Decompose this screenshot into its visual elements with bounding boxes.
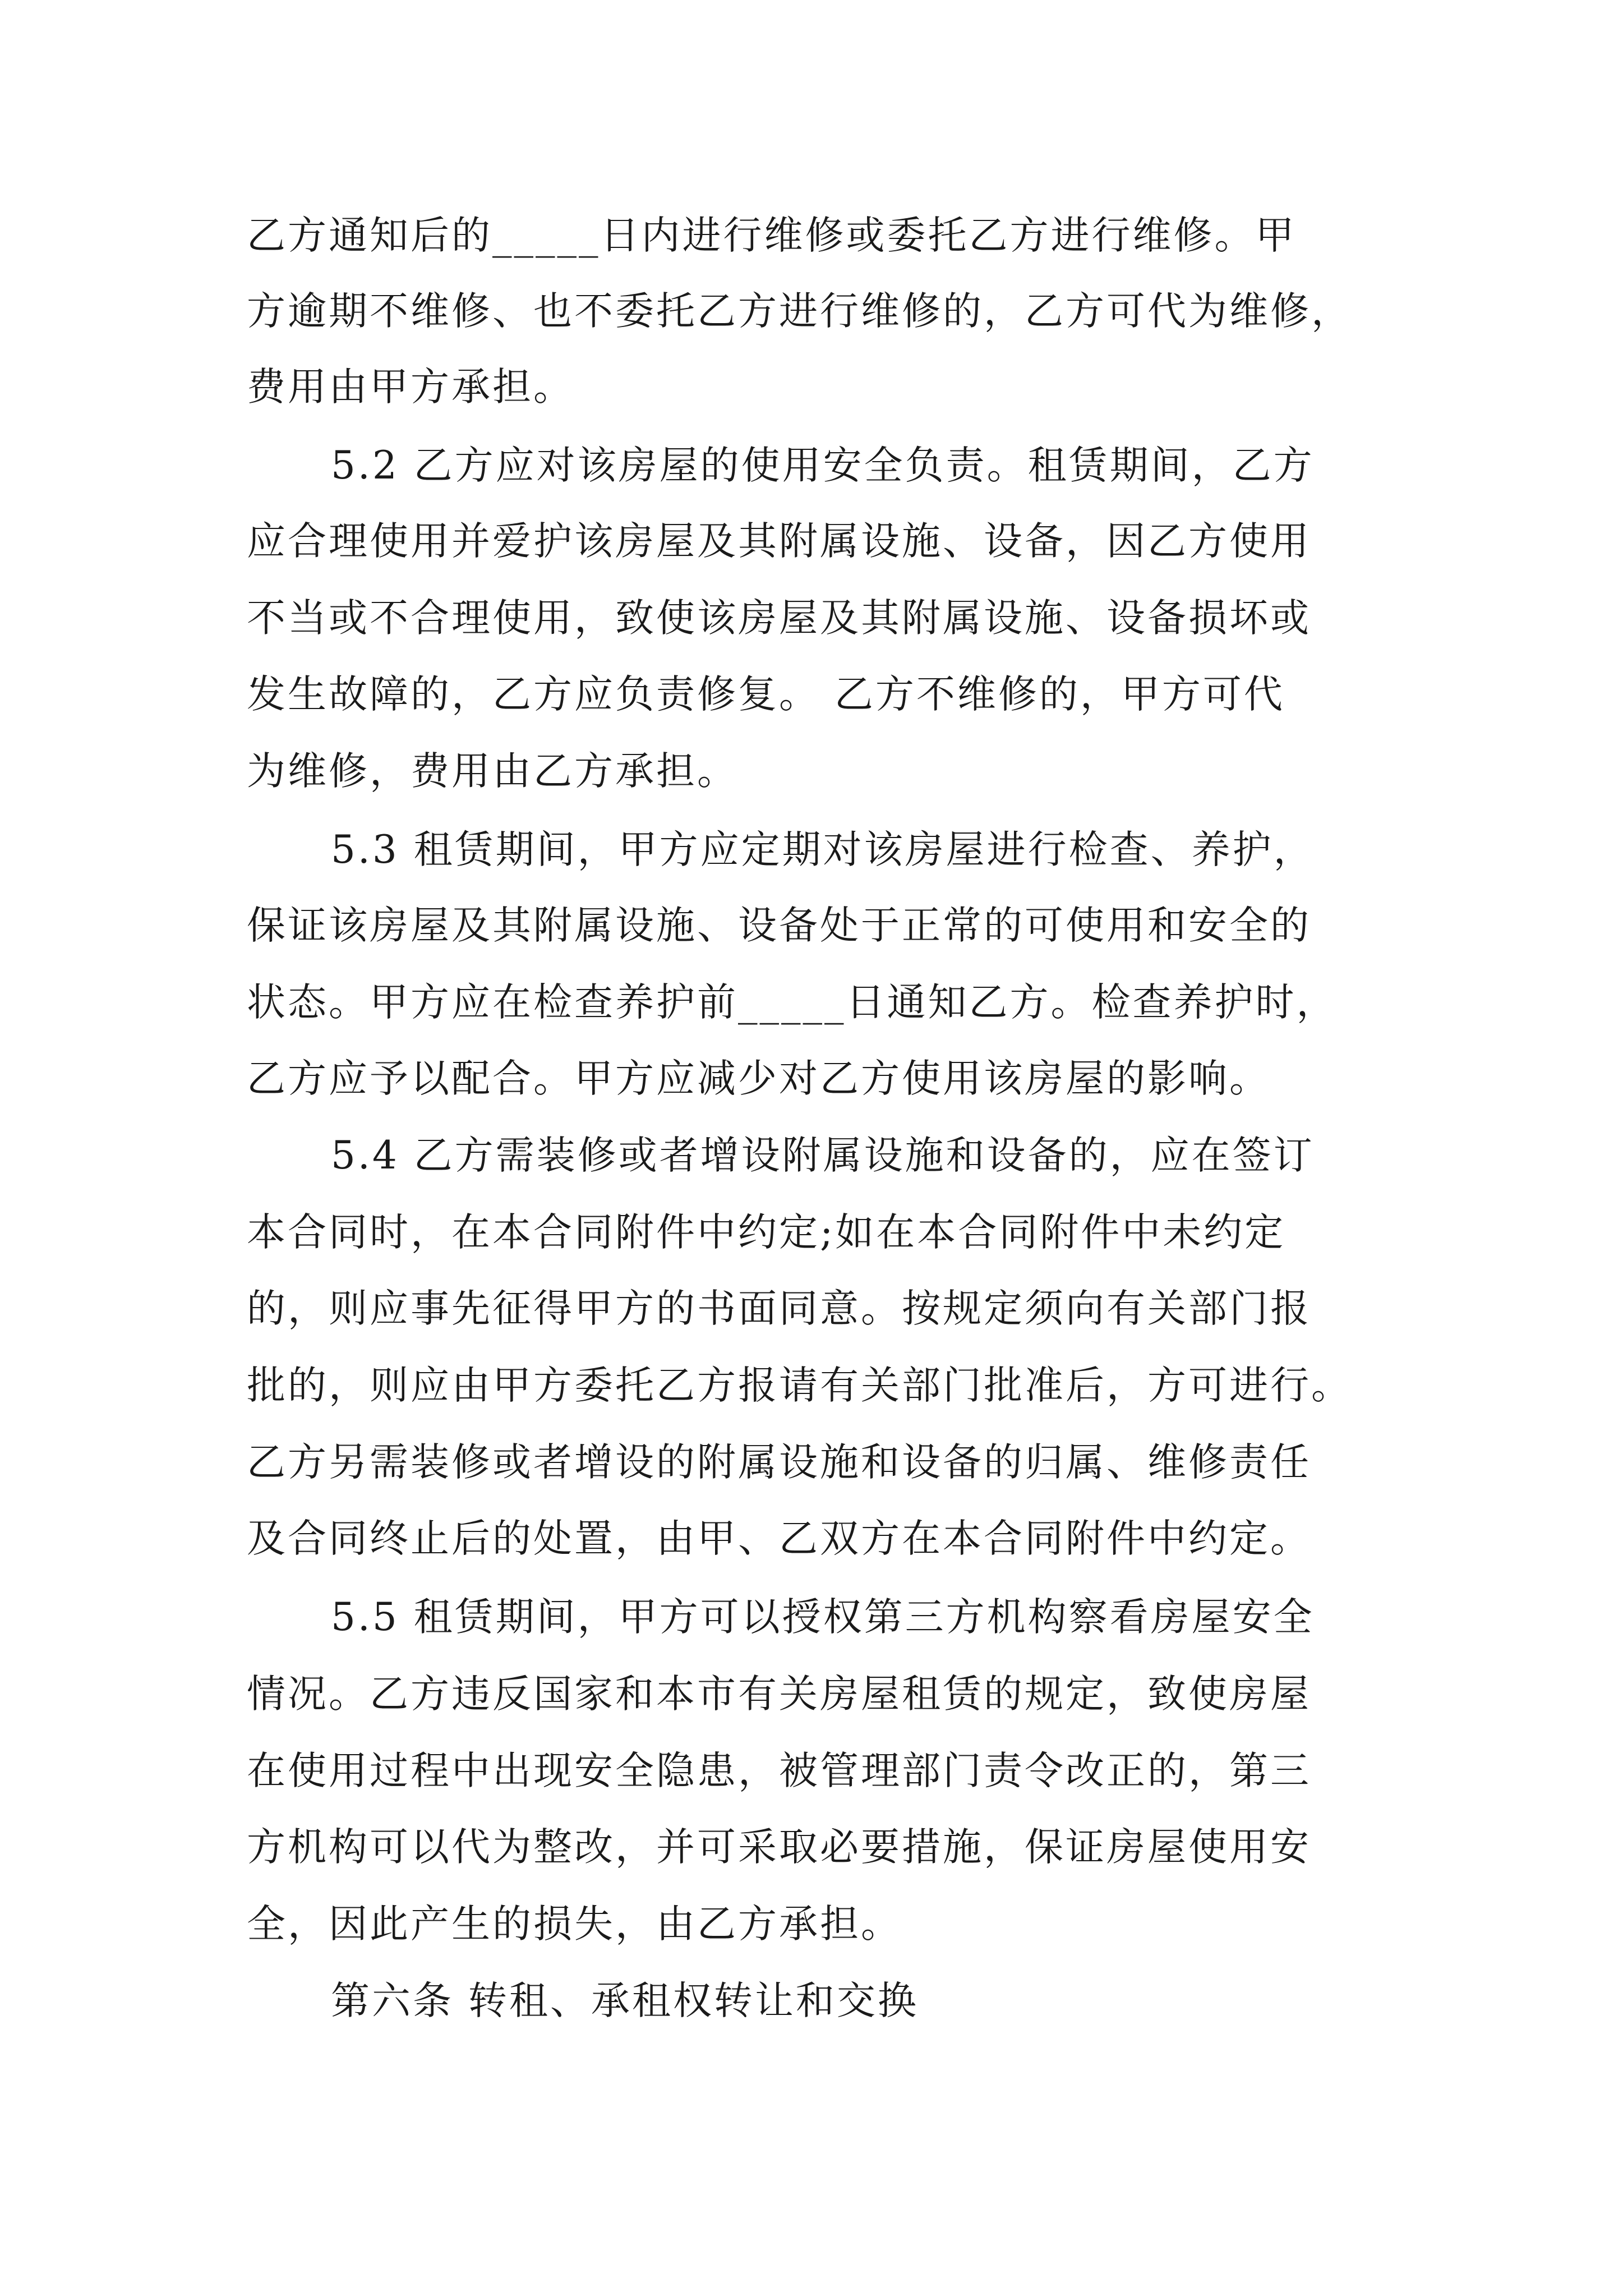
clause-5-5: 5.5 租赁期间，甲方可以授权第三方机构察看房屋安全 (331, 1595, 1315, 1640)
text-line: 方逾期不维修、也不委托乙方进行维修的，乙方可代为维修， (247, 289, 1352, 334)
text-line: 情况。乙方违反国家和本市有关房屋租赁的规定，致使房屋 (247, 1672, 1311, 1717)
text-line: 乙方通知后的_____日内进行维修或委托乙方进行维修。甲 (247, 213, 1297, 258)
text-line: 状态。甲方应在检查养护前_____日通知乙方。检查养护时， (247, 980, 1338, 1025)
text-line: 保证该房屋及其附属设施、设备处于正常的可使用和安全的 (247, 903, 1311, 948)
clause-5-4: 5.4 乙方需装修或者增设附属设施和设备的，应在签订 (331, 1133, 1315, 1178)
clause-5-2: 5.2 乙方应对该房屋的使用安全负责。租赁期间，乙方 (331, 443, 1315, 488)
text-line: 方机构可以代为整改，并可采取必要措施，保证房屋使用安 (247, 1825, 1311, 1870)
text-line: 全，因此产生的损失，由乙方承担。 (247, 1902, 902, 1947)
text-line: 发生故障的，乙方应负责修复。 乙方不维修的，甲方可代 (247, 672, 1285, 717)
article-6-heading: 第六条 转租、承租权转让和交换 (331, 1978, 919, 2023)
text-line: 乙方应予以配合。甲方应减少对乙方使用该房屋的影响。 (247, 1056, 1270, 1101)
text-line: 及合同终止后的处置，由甲、乙双方在本合同附件中约定。 (247, 1516, 1311, 1561)
text-line: 不当或不合理使用，致使该房屋及其附属设施、设备损坏或 (247, 596, 1311, 641)
text-line: 乙方另需装修或者增设的附属设施和设备的归属、维修责任 (247, 1440, 1311, 1485)
text-line: 的，则应事先征得甲方的书面同意。按规定须向有关部门报 (247, 1286, 1311, 1331)
text-line: 本合同时，在本合同附件中约定;如在本合同附件中未约定 (247, 1210, 1286, 1255)
text-line: 费用由甲方承担。 (247, 365, 574, 409)
text-line: 应合理使用并爱护该房屋及其附属设施、设备，因乙方使用 (247, 519, 1311, 564)
text-line: 批的，则应由甲方委托乙方报请有关部门批准后，方可进行。 (247, 1363, 1352, 1408)
text-line: 在使用过程中出现安全隐患，被管理部门责令改正的，第三 (247, 1749, 1311, 1793)
text-line: 为维修，费用由乙方承担。 (247, 749, 738, 794)
clause-5-3: 5.3 租赁期间，甲方应定期对该房屋进行检查、养护， (331, 827, 1315, 872)
